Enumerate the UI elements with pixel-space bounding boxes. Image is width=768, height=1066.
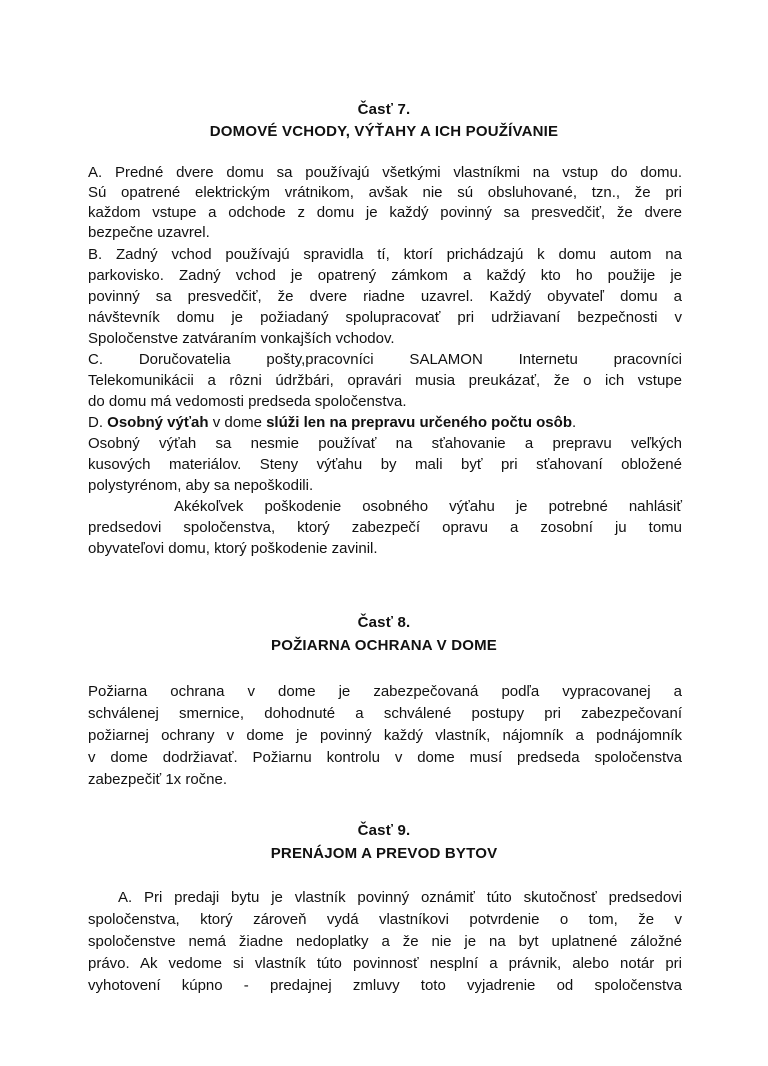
paragraph-line: C. Doručovatelia pošty,pracovníci SALAMON Internetu pracovníci — [88, 351, 682, 368]
line-d-end: . — [571, 414, 577, 431]
paragraph-line: právo. Ak vedome si vlastník túto povinnosť nesplní a právnik, alebo notár pri — [88, 955, 682, 972]
paragraph-line: Telekomunikácii a rôzni údržbári, opravári musia preukázať, že o ich vstupe — [88, 372, 682, 389]
paragraph-line: do domu má vedomosti predseda spoločenstva. — [88, 393, 407, 410]
paragraph-line: A. Pri predaji bytu je vlastník povinný oznámiť túto skutočnosť predsedovi — [118, 889, 682, 906]
paragraph-line: Sú opatrené elektrickým vrátnikom, avšak nie sú obsluhované, tzn., že pri — [88, 184, 682, 201]
paragraph-line: povinný sa presvedčiť, že dvere riadne uzavrel. Každý obyvateľ domu a — [88, 288, 682, 305]
line-d-prefix: D. — [88, 414, 108, 431]
paragraph-line: schválenej smernice, dohodnuté a schválené postupy pri zabezpečovaní — [88, 705, 682, 722]
paragraph-line: bezpečne uzavrel. — [88, 224, 210, 241]
paragraph-line-d — [88, 414, 576, 432]
paragraph-line: každom vstupe a odchode z domu je každý povinný sa presvedčiť, že dvere — [88, 204, 682, 221]
paragraph-line: A. Predné dvere domu sa používajú všetkými vlastníkmi na vstup do domu. — [88, 164, 682, 181]
paragraph-line: parkovisko. Zadný vchod je opatrený zámkom a každý kto ho použije je — [88, 267, 682, 284]
section-7-title: DOMOVÉ VCHODY, VÝŤAHY A ICH POUŽÍVANIE — [209, 123, 559, 140]
paragraph-line: spoločenstve nemá žiadne nedoplatky a že nie je na byt uplatnené záložné — [88, 933, 682, 950]
section-8-title: POŽIARNA OCHRANA V DOME — [271, 637, 497, 654]
paragraph-line: v dome dodržiavať. Požiarnu kontrolu v dome musí predseda spoločenstva — [88, 749, 682, 766]
paragraph-line: návštevník domu je požiadaný spolupracovať pri udržiavaní bezpečnosti v — [88, 309, 682, 326]
section-9-number: Časť 9. — [357, 822, 411, 839]
paragraph-line: polystyrénom, aby sa nepoškodili. — [88, 477, 314, 494]
paragraph-line: Akékoľvek poškodenie osobného výťahu je potrebné nahlásiť — [174, 498, 682, 515]
paragraph-line: požiarnej ochrany v dome je povinný každý vlastník, nájomník a podnájomník — [88, 727, 682, 744]
paragraph-line: Spoločenstve zatváraním vonkajších vchodov. — [88, 330, 395, 347]
paragraph-line: B. Zadný vchod používajú spravidla tí, ktorí prichádzajú k domu autom na — [88, 246, 682, 263]
line-d-bold-2: slúži len na prepravu určeného počtu osôb — [266, 414, 572, 431]
section-9-title: PRENÁJOM A PREVOD BYTOV — [270, 845, 498, 862]
paragraph-line: spoločenstva, ktorý zároveň vydá vlastníkovi potvrdenie o tom, že v — [88, 911, 682, 928]
paragraph-line: obyvateľovi domu, ktorý poškodenie zavinil. — [88, 540, 378, 557]
paragraph-line: Osobný výťah sa nesmie používať na sťahovanie a prepravu veľkých — [88, 435, 682, 452]
paragraph-line: predsedovi spoločenstva, ktorý zabezpečí opravu a zosobní ju tomu — [88, 519, 682, 536]
section-8-number: Časť 8. — [357, 614, 411, 631]
paragraph-line: vyhotovení kúpno - predajnej zmluvy toto vyjadrenie od spoločenstva — [88, 977, 682, 994]
line-d-mid: v dome — [208, 414, 267, 431]
section-7-number: Časť 7. — [357, 101, 411, 118]
paragraph-line: Požiarna ochrana v dome je zabezpečovaná podľa vypracovanej a — [88, 683, 682, 700]
line-d-bold-1: Osobný výťah — [107, 414, 209, 431]
paragraph-line: zabezpečiť 1x ročne. — [88, 771, 228, 788]
paragraph-line: kusových materiálov. Steny výťahu by mali byť pri sťahovaní obložené — [88, 456, 682, 473]
